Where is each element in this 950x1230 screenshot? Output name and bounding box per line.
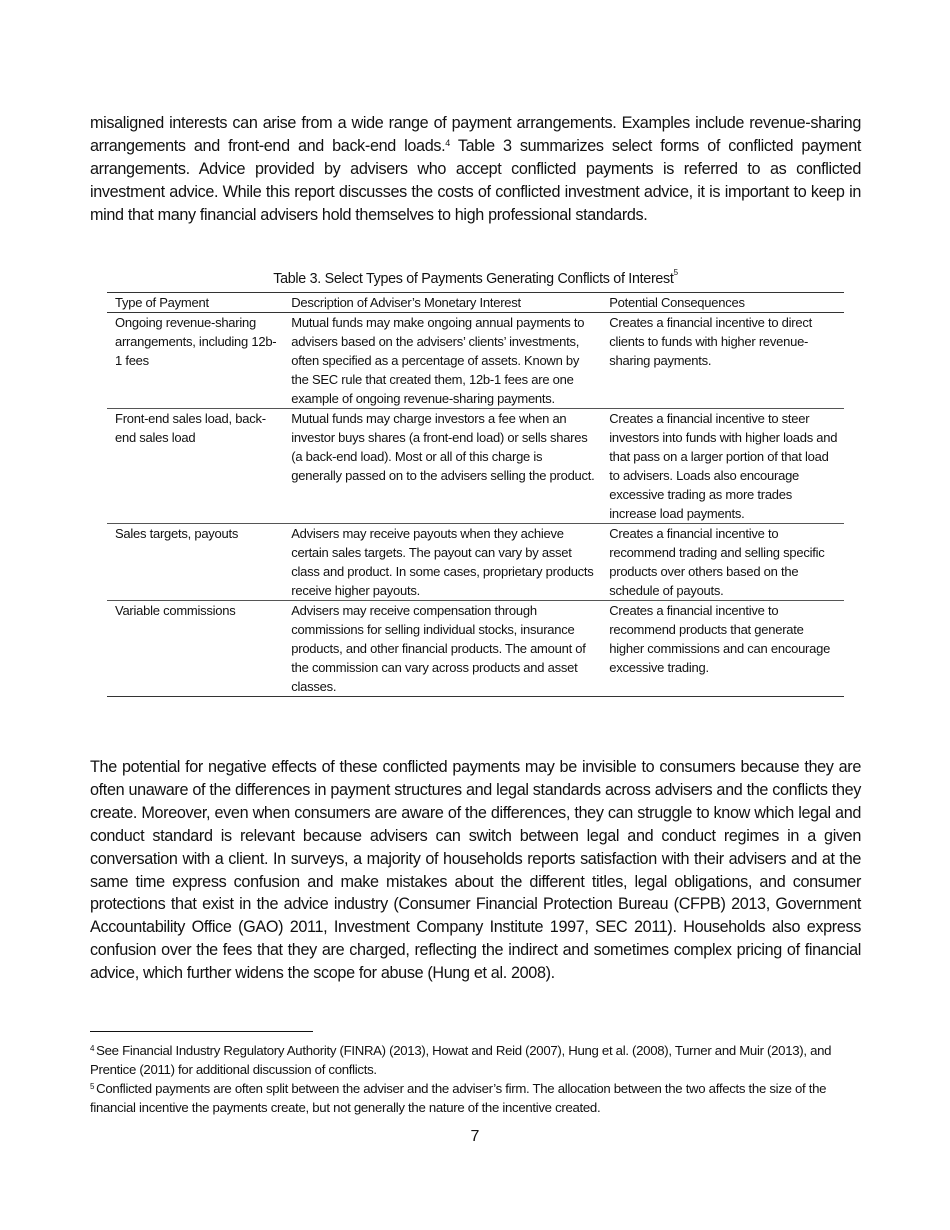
footnote-number: 5 [90, 1082, 95, 1091]
cell-description: Mutual funds may charge investors a fee when an investor buys shares (a front-end load) or sells shares (a back-end load). Most or all of this charge is generally passed on to the advisers selling the product. [283, 409, 601, 524]
cell-consequences: Creates a financial incentive to direct clients to funds with higher revenue-sharing payments. [601, 313, 844, 409]
table-caption-text: Table 3. Select Types of Payments Generating Conflicts of Interest [273, 271, 674, 287]
footnote-4 [90, 1041, 861, 1079]
page-number: 7 [470, 1128, 480, 1145]
cell-description: Advisers may receive payouts when they achieve certain sales targets. The payout can vary by asset class and product. In some cases, proprietary products receive higher payouts. [283, 524, 601, 601]
paragraph-text: misaligned interests can arise from a wide range of payment arrangements. Examples include revenue-sharing arrangements and front-end and back-end loads. [90, 114, 861, 155]
table-caption [107, 268, 844, 287]
cell-description: Advisers may receive compensation through commissions for selling individual stocks, insurance products, and other financial products. The amount of the commission can vary across products and asset classes. [283, 601, 601, 697]
footnote-text: See Financial Industry Regulatory Authority (FINRA) (2013), Howat and Reid (2007), Hung et al. (2008), Turner and Muir (2013), and Prentice (2011) for additional discussion of conflicts. [90, 1043, 832, 1077]
payments-table [107, 292, 844, 697]
column-header-description: Description of Adviser’s Monetary Interest [283, 293, 601, 313]
column-header-consequences: Potential Consequences [601, 293, 844, 313]
footnote-text: Conflicted payments are often split between the adviser and the adviser’s firm. The allocation between the two affects the size of the financial incentive the payments create, but not generally the nature of the incentive created. [90, 1081, 827, 1115]
table-row [107, 601, 844, 697]
cell-consequences: Creates a financial incentive to steer investors into funds with higher loads and that pass on a larger portion of that load to advisers. Loads also encourage excessive trading as more trades increase load payments. [601, 409, 844, 524]
footnote-5 [90, 1079, 861, 1117]
footnote-number: 4 [90, 1044, 95, 1053]
footnote-divider [90, 1031, 313, 1032]
table-row [107, 409, 844, 524]
cell-type: Sales targets, payouts [107, 524, 283, 601]
column-header-type: Type of Payment [107, 293, 283, 313]
table-row [107, 313, 844, 409]
cell-type: Variable commissions [107, 601, 283, 697]
body-paragraph-2: The potential for negative effects of these conflicted payments may be invisible to consumers because they are often unaware of the differences in payment structures and legal standards across advisers and the conflicts they create. Moreover, even when consumers are aware of the differences, they can struggle to know which legal and conduct standard is relevant because advisers can switch between legal and conduct regimes in a given conversation with a client. In surveys, a majority of households reports satisfaction with their advisers and at the same time express confusion and make mistakes about the different titles, legal obligations, and consumer protections that exist in the advice industry (Consumer Financial Protection Bureau (CFPB) 2013, Government Accountability Office (GAO) 2011, Investment Company Institute 1997, SEC 2011). Households also express confusion over the fees that they are charged, reflecting the indirect and sometimes complex pricing of financial advice, which further widens the scope for abuse (Hung et al. 2008). [90, 758, 861, 983]
footnote-ref-4[interactable]: 4 [445, 137, 450, 148]
table-header-row [107, 293, 844, 313]
footnote-ref-5[interactable]: 5 [673, 268, 678, 277]
cell-type: Ongoing revenue-sharing arrangements, including 12b-1 fees [107, 313, 283, 409]
paragraph-text: Table 3 summarizes select forms of conflicted payment arrangements. Advice provided by advisers who accept conflicted payments is referred to as conflicted investment advice. While this report discusses the costs of conflicted investment advice, it is important to keep in mind that many financial advisers hold themselves to high professional standards. [90, 136, 861, 224]
cell-type: Front-end sales load, back-end sales load [107, 409, 283, 524]
table-row [107, 524, 844, 601]
body-paragraph-1 [90, 112, 861, 227]
cell-description: Mutual funds may make ongoing annual payments to advisers based on the advisers’ clients’ investments, often specified as a percentage of assets. Known by the SEC rule that created them, 12b-1 fees are one example of ongoing revenue-sharing payments. [283, 313, 601, 409]
cell-consequences: Creates a financial incentive to recommend products that generate higher commissions and can encourage excessive trading. [601, 601, 844, 697]
footnotes [90, 1041, 861, 1117]
cell-consequences: Creates a financial incentive to recommend trading and selling specific products over others based on the schedule of payouts. [601, 524, 844, 601]
